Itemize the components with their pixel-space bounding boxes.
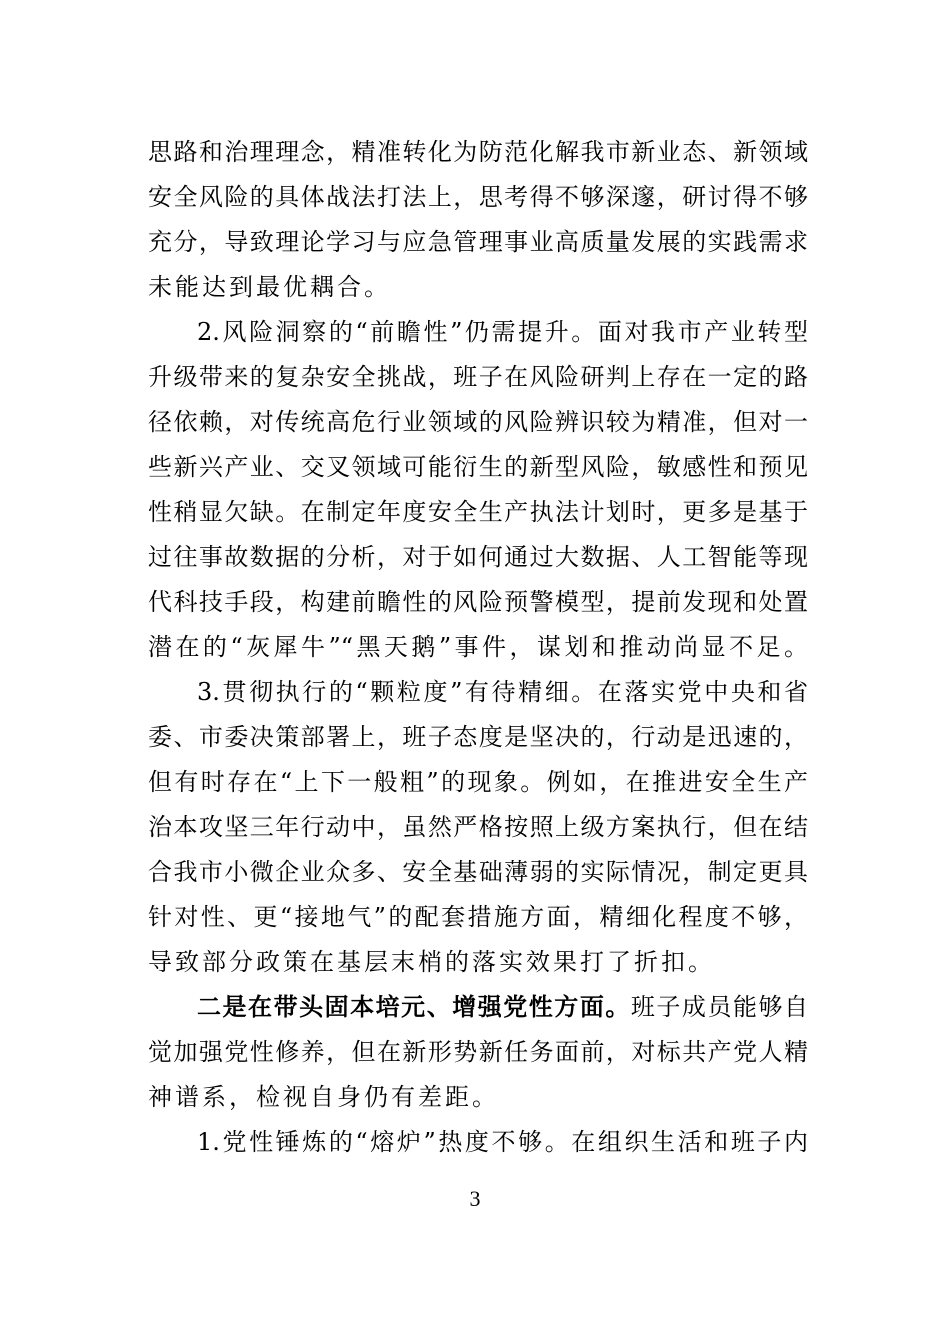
text-line: 过往事故数据的分析，对于如何通过大数据、人工智能等现: [148, 543, 808, 571]
section-heading-text: 班子成员能够自: [630, 993, 809, 1021]
text-line: 些新兴产业、交叉领域可能衍生的新型风险，敏感性和预见: [148, 453, 808, 481]
text-line: 觉加强党性修养，但在新形势新任务面前，对标共产党人精: [148, 1038, 808, 1066]
text-line: 代科技手段，构建前瞻性的风险预警模型，提前发现和处置: [148, 588, 808, 616]
text-line: 导致部分政策在基层末梢的落实效果打了折扣。: [148, 948, 715, 976]
text-line: 但有时存在“上下一般粗”的现象。例如，在推进安全生产: [148, 768, 808, 796]
text-line: 未能达到最优耦合。: [148, 273, 391, 301]
text-line: 治本攻坚三年行动中，虽然严格按照上级方案执行，但在结: [148, 813, 808, 841]
paragraph-heading-line: 3.贯彻执行的“颗粒度”有待精细。在落实党中央和省: [197, 678, 808, 706]
page-number: 3: [469, 1186, 481, 1211]
text-line: 潜在的“灰犀牛”“黑天鹅”事件，谋划和推动尚显不足。: [148, 633, 808, 661]
paragraph-heading-line: 2.风险洞察的“前瞻性”仍需提升。面对我市产业转型: [197, 318, 808, 346]
paragraph-heading-line: 1.党性锤炼的“熔炉”热度不够。在组织生活和班子内: [197, 1128, 808, 1156]
section-heading-line: [197, 990, 808, 1024]
text-line: 合我市小微企业众多、安全基础薄弱的实际情况，制定更具: [148, 858, 808, 886]
section-heading-bold: 二是在带头固本培元、增强党性方面。: [197, 992, 631, 1021]
text-line: 径依赖，对传统高危行业领域的风险辨识较为精准，但对一: [148, 408, 808, 436]
text-line: 委、市委决策部署上，班子态度是坚决的，行动是迅速的，: [148, 723, 808, 751]
text-line: 神谱系，检视自身仍有差距。: [148, 1083, 499, 1111]
text-line: 充分，导致理论学习与应急管理事业高质量发展的实践需求: [148, 228, 808, 256]
text-line: 针对性、更“接地气”的配套措施方面，精细化程度不够，: [148, 903, 808, 931]
text-line: 升级带来的复杂安全挑战，班子在风险研判上存在一定的路: [148, 363, 808, 391]
text-line: 性稍显欠缺。在制定年度安全生产执法计划时，更多是基于: [148, 498, 808, 526]
text-line: 安全风险的具体战法打法上，思考得不够深邃，研讨得不够: [148, 183, 808, 211]
text-line: 思路和治理理念，精准转化为防范化解我市新业态、新领域: [148, 138, 808, 166]
